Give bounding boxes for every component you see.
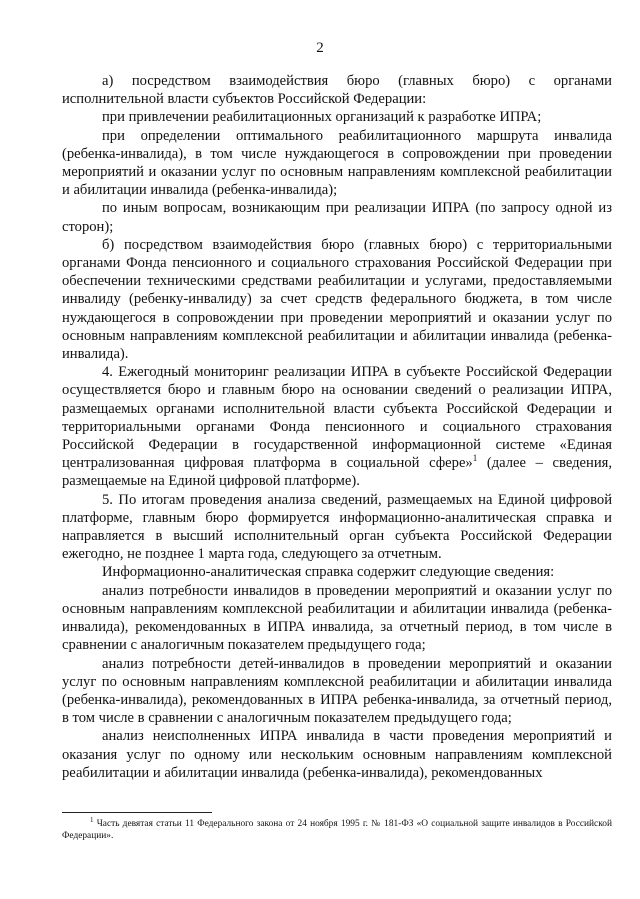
footnote-separator — [62, 812, 212, 813]
paragraph-rehab-organizations: при привлечении реабилитационных организаций к разработке ИПРА; — [102, 109, 542, 126]
paragraph-report-contents: Информационно-аналитическая справка содержит следующие сведения: — [102, 564, 555, 581]
paragraph-monitoring-continuation: (далее – сведения, размещаемые на Единой цифровой платформе). — [62, 455, 612, 490]
document-body — [62, 72, 612, 782]
footnote-mark: 1 — [90, 815, 94, 824]
paragraph-unfulfilled-ipra: анализ неисполненных ИПРА инвалида в части проведения мероприятий и оказания услуг по одному или нескольким основным направлениям комплексной реабилитации и абилитации инвалида (ребенка-инвалида), рекомендованных — [62, 728, 612, 781]
paragraph-other-questions: по иным вопросам, возникающим при реализации ИПРА (по запросу одной из сторон); — [62, 200, 612, 235]
footnote-reference: 1 — [472, 453, 478, 464]
paragraph-interaction-executive: а) посредством взаимодействия бюро (главных бюро) с органами исполнительной власти субъектов Российской Федерации: — [62, 73, 612, 108]
page-number: 2 — [316, 40, 324, 56]
paragraph-interaction-fund: б) посредством взаимодействия бюро (главных бюро) с территориальными органами Фонда пенсионного и социального страхования Российской Федерации при обеспечении техническими средствами реабилитации и услугами, предоставляемыми инвалиду (ребенку-инвалиду) за счет средств федерального бюджета, в том числе нуждающегося в сопровождении при проведении мероприятий и оказании услуг по основным направлениям комплексной реабилитации и абилитации инвалида (ребенка-инвалида). — [62, 236, 612, 363]
footnote — [62, 815, 612, 842]
footnote-text: Часть девятая статьи 11 Федерального закона от 24 ноября 1995 г. № 181-ФЗ «О социальной защите инвалидов в Российской Федерации». — [62, 819, 612, 841]
paragraph-rehab-route: при определении оптимального реабилитационного маршрута инвалида (ребенка-инвалида), в том числе нуждающегося в сопровождении при проведении мероприятий и оказании услуг по основным направлениям комплексной реабилитации и абилитации инвалида (ребенка-инвалида); — [62, 127, 612, 199]
paragraph-needs-children: анализ потребности детей-инвалидов в проведении мероприятий и оказании услуг по основным направлениям комплексной реабилитации и абилитации инвалида (ребенка-инвалида), рекомендованных в ИПРА ребенка-инвалида, за отчетный период, в том числе в сравнении с аналогичным показателем предыдущего года; — [62, 655, 612, 727]
paragraph-needs-adults: анализ потребности инвалидов в проведении мероприятий и оказании услуг по основным направлениям комплексной реабилитации и абилитации инвалида (ребенка-инвалида), рекомендованных в ИПРА инвалида, за отчетный период, в том числе в сравнении с аналогичным показателем предыдущего года; — [62, 582, 612, 654]
paragraph-monitoring — [62, 363, 612, 490]
paragraph-analytical-report: 5. По итогам проведения анализа сведений, размещаемых на Единой цифровой платформе, главным бюро формируется информационно-аналитическая справка и направляется в высший исполнительный орган субъекта Российской Федерации ежегодно, не позднее 1 марта года, следующего за отчетным. — [62, 491, 612, 563]
paragraph-monitoring-text: 4. Ежегодный мониторинг реализации ИПРА в субъекте Российской Федерации осуществляется бюро и главным бюро на основании сведений о реализации ИПРА, размещаемых органами исполнительной власти субъекта Российской Федерации и территориальными органами Фонда пенсионного и социального страхования Российской Федерации в государственной информационной системе «Единая централизованная цифровая платформа в социальной сфере» — [62, 364, 612, 472]
